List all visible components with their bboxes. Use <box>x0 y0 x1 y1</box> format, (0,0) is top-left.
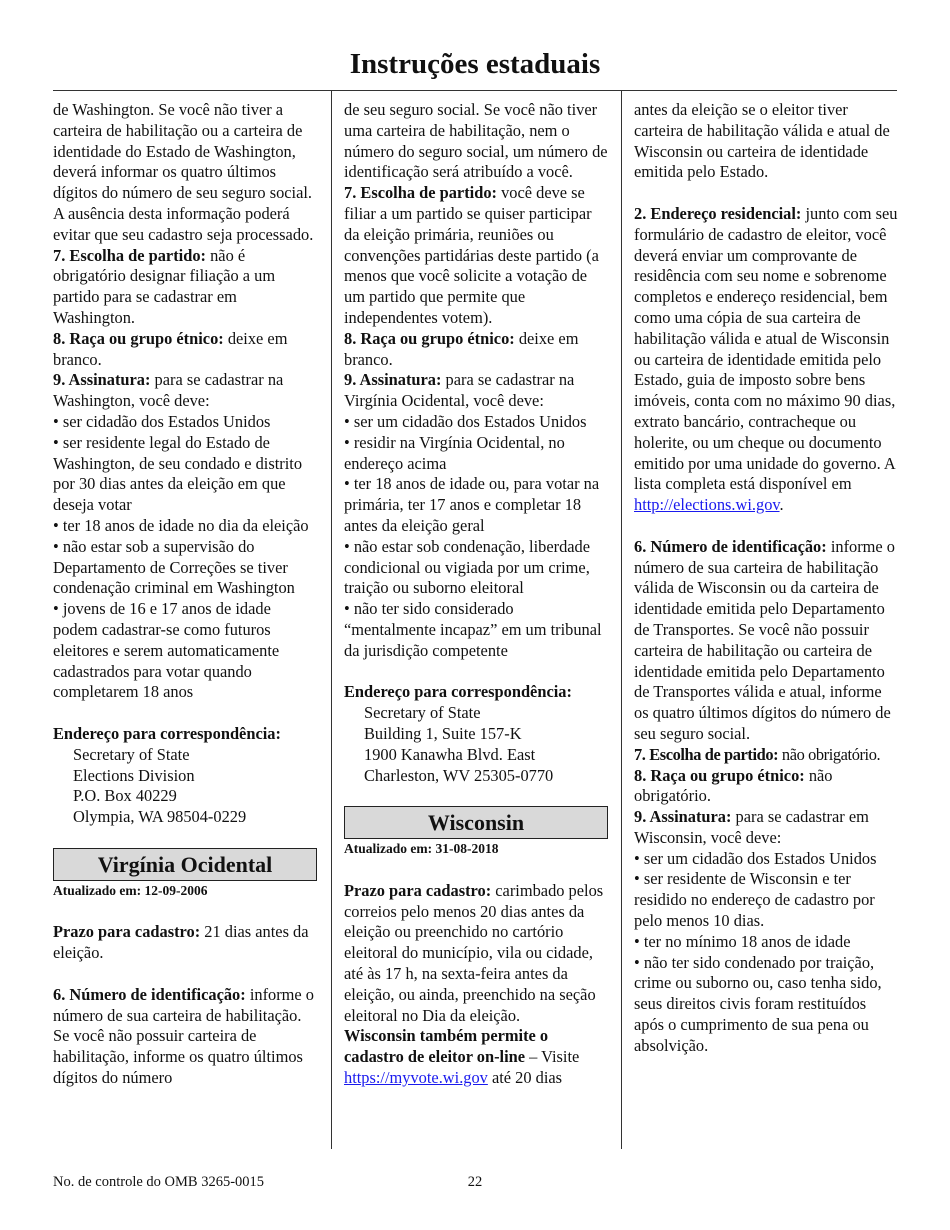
wisconsin-updated: Atualizado em: 31-08-2018 <box>344 841 499 857</box>
washington-signature-label: 9. Assinatura: <box>53 370 151 390</box>
west-virginia-mail-line: Building 1, Suite 157-K <box>364 723 522 743</box>
wisconsin-bullet: • ser um cidadão dos Estados Unidos <box>634 848 877 868</box>
west-virginia-deadline: Prazo para cadastro: 21 dias antes da eleição. <box>53 922 309 963</box>
wisconsin-id-item: 6. Número de identificação: informe o número de sua carteira de habilitação válida de Wisconsin ou da carteira de identidade emitida pelo Departamento de Transportes. Se você não possuir carteira de habilitação ou carteira de identidade emitida pelo Departamento de Transportes válida e atual, informe os quatro últimos dígitos do número de seu seguro social. <box>634 536 895 743</box>
west-virginia-mail-line: Secretary of State <box>364 703 481 723</box>
washington-mail-line: Secretary of State <box>73 744 190 764</box>
washington-race-label: 8. Raça ou grupo étnico: <box>53 328 224 348</box>
washington-party-label: 7. Escolha de partido: <box>53 245 206 265</box>
wisconsin-heading: Wisconsin <box>344 806 608 839</box>
myvote-link[interactable]: https://myvote.wi.gov <box>344 1068 488 1088</box>
west-virginia-id: 6. Número de identificação: informe o número de sua carteira de habilitação. Se você não possuir carteira de habilitação, informe os quatro últimos dígitos do número <box>53 984 314 1088</box>
west-virginia-heading: Virgínia Ocidental <box>53 848 317 881</box>
west-virginia-mail-line: 1900 Kanawha Blvd. East <box>364 744 536 764</box>
wisconsin-bullet: • ser residente de Wisconsin e ter residido no endereço de cadastro por pelo menos 10 dias. <box>634 869 875 931</box>
column-divider-2 <box>621 91 622 1149</box>
west-virginia-bullet: • não estar sob condenação, liberdade condicional ou vigiada por um crime, traição ou suborno eleitoral <box>344 536 591 598</box>
wisconsin-race-item: 8. Raça ou grupo étnico: não obrigatório. <box>634 765 833 806</box>
washington-mail-line: Elections Division <box>73 765 195 785</box>
washington-race-text: deixe em branco. <box>53 328 288 369</box>
wisconsin-deadline: Prazo para cadastro: carimbado pelos correios pelo menos 20 dias antes da eleição ou preenchido no cartório eleitoral do município, vila ou cidade, até às 17 h, na sexta-feira antes da eleição, ou ainda, preenchido na seção eleitoral no Dia da eleição. <box>344 880 604 1025</box>
washington-mail-label: Endereço para correspondência: <box>53 723 281 743</box>
washington-signature-item <box>53 370 317 412</box>
west-virginia-bullet: • ser um cidadão dos Estados Unidos <box>344 411 587 431</box>
washington-bullet: • ser cidadão dos Estados Unidos <box>53 411 271 431</box>
west-virginia-party-item: 7. Escolha de partido: você deve se filiar a um partido se quiser participar da eleição primária, reuniões ou convenções partidárias deste partido (a menos que você solicite a votação de um partido que permite que independentes votem). <box>344 183 599 327</box>
west-virginia-bullet: • não ter sido considerado “mentalmente incapaz” em um tribunal da jurisdição competente <box>344 599 602 660</box>
west-virginia-updated: Atualizado em: 12-09-2006 <box>53 882 208 898</box>
column-1 <box>53 100 317 1089</box>
column-divider-1 <box>331 91 332 1149</box>
west-virginia-race-item: 8. Raça ou grupo étnico: deixe em branco. <box>344 328 579 369</box>
page-number: 22 <box>467 1174 483 1190</box>
west-virginia-mail-line: Charleston, WV 25305-0770 <box>364 765 554 785</box>
column-2 <box>344 100 608 1089</box>
wisconsin-party-item: 7. Escolha de partido: não obrigatório. <box>634 744 881 764</box>
west-virginia-signature-item: 9. Assinatura: para se cadastrar na Virgínia Ocidental, você deve: <box>344 370 575 411</box>
wisconsin-signature-item: 9. Assinatura: para se cadastrar em Wisconsin, você deve: <box>634 807 869 847</box>
west-virginia-bullet: • ter 18 anos de idade ou, para votar na primária, ter 17 anos e completar 18 antes da eleição geral <box>344 474 600 535</box>
washington-bullet: • ser residente legal do Estado de Washington, de seu condado e distrito por 30 dias antes da eleição em que deseja votar <box>53 432 303 515</box>
west-virginia-mail-label: Endereço para correspondência: <box>344 682 572 702</box>
wisconsin-address-item: 2. Endereço residencial: junto com seu formulário de cadastro de eleitor, você deverá enviar um comprovante de residência com seu nome e sobrenome completos e endereço residencial, bem como uma cópia de sua carteira de habilitação válida e atual de Wisconsin ou carteira de identidade emitida pelo Estado, guia de imposto sobre bens imóveis, conta com no máximo 90 dias, extrato bancário, contracheque ou holerite, ou um cheque ou documento emitido por uma unidade do governo. A lista completa está disponível em http://elections.wi.gov. <box>634 203 898 515</box>
wisconsin-bullet: • não ter sido condenado por traição, crime ou suborno ou, caso tenha sido, seus direitos civis foram restituídos após o cumprimento de sua pena ou absolvição. <box>634 952 882 1055</box>
washington-bullet: • ter 18 anos de idade no dia da eleição <box>53 515 309 535</box>
elections-link[interactable]: http://elections.wi.gov <box>634 495 780 515</box>
wisconsin-bullet: • ter no mínimo 18 anos de idade <box>634 931 851 951</box>
column-3 <box>634 100 900 1057</box>
washington-signature-text: para se cadastrar na Washington, você deve: <box>53 370 284 411</box>
washington-party-text: não é obrigatório designar filiação a um partido para se cadastrar em Washington. <box>53 245 276 327</box>
washington-bullet: • jovens de 16 e 17 anos de idade podem cadastrar-se como futuros eleitores e serem automaticamente cadastrados para votar quando completarem 18 anos <box>53 599 280 702</box>
footer-control-number: No. de controle do OMB 3265-0015 <box>53 1174 265 1190</box>
washington-party-item <box>53 246 317 329</box>
washington-race-item <box>53 329 317 371</box>
washington-mail-line: P.O. Box 40229 <box>73 786 177 806</box>
page-title: Instruções estaduais <box>349 48 601 80</box>
washington-bullet: • não estar sob a supervisão do Departamento de Correções se tiver condenação criminal em Washington <box>53 536 295 598</box>
wisconsin-online: Wisconsin também permite o cadastro de eleitor on-line – Visite https://myvote.wi.gov até 20 dias <box>344 1026 580 1088</box>
west-virginia-bullet: • residir na Virgínia Ocidental, no endereço acima <box>344 432 565 473</box>
west-virginia-id-cont: de seu seguro social. Se você não tiver uma carteira de habilitação, nem o número do seguro social, um número de identificação será atribuído a você. <box>344 100 608 182</box>
title-rule <box>53 90 897 91</box>
wisconsin-online-cont: antes da eleição se o eleitor tiver carteira de habilitação válida e atual de Wisconsin ou carteira de identidade emitida pelo Estado. <box>634 100 890 182</box>
washington-mail-line: Olympia, WA 98504-0229 <box>73 807 247 827</box>
washington-id-text: de Washington. Se você não tiver a carteira de habilitação ou a carteira de identidade do Estado de Washington, deverá informar os quatro últimos dígitos do número de seu seguro social. A ausência desta informação poderá evitar que seu cadastro seja processado. <box>53 100 314 244</box>
